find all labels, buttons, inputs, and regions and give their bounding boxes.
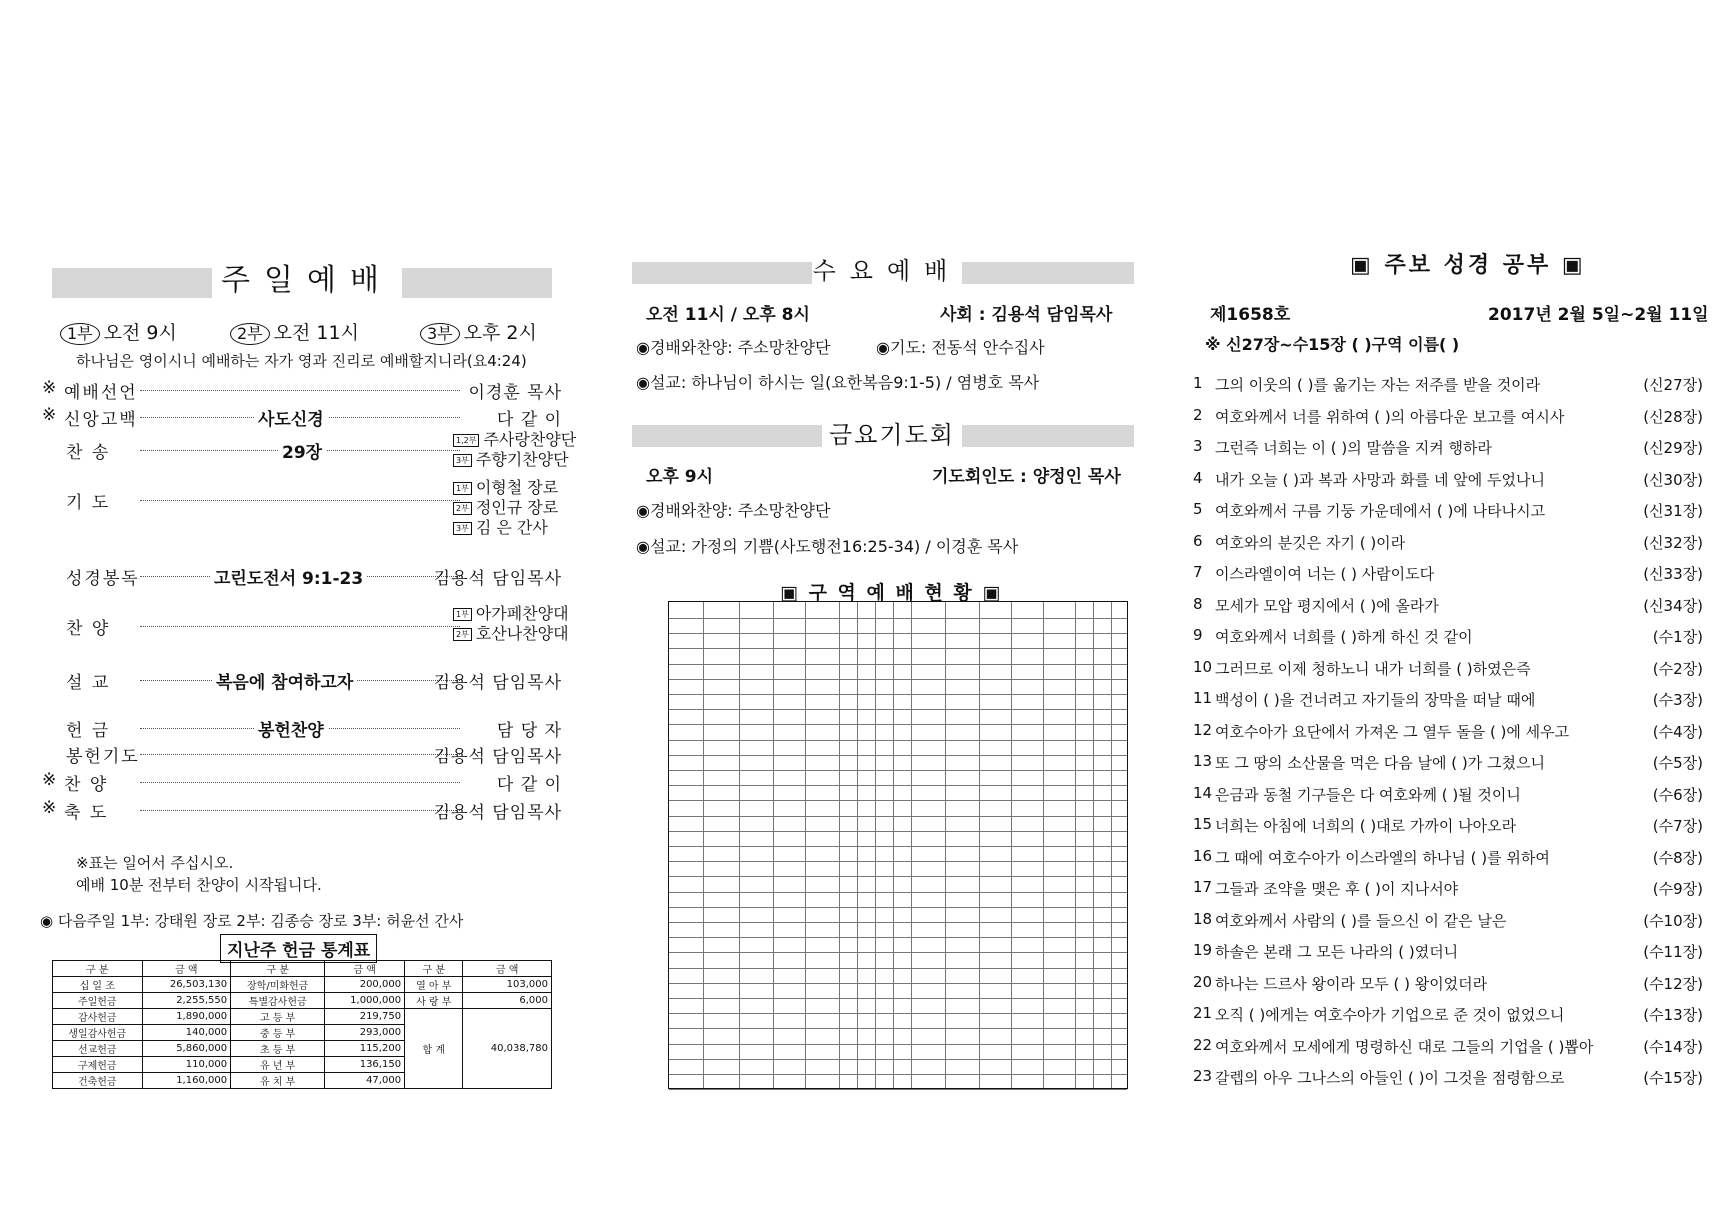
order-label: 예배선언 xyxy=(64,383,138,403)
header-cell: 구 분 xyxy=(231,961,325,977)
question-text: 은금과 동철 기구들은 다 여호와께 ( )될 것이니 xyxy=(1215,785,1521,804)
badge: 1,2부 xyxy=(453,434,479,447)
order-leader: 김용석 담임목사 xyxy=(433,569,562,589)
table-cell: 26,503,130 xyxy=(142,977,231,993)
group-status-table xyxy=(668,601,1128,1089)
service-times xyxy=(60,318,177,345)
order-leader: 이경훈 목사 xyxy=(468,383,562,403)
order-row xyxy=(40,716,570,741)
question-row xyxy=(1193,1036,1703,1060)
question-ref: (수7장) xyxy=(1652,817,1703,835)
grid-line xyxy=(669,922,1127,923)
grid-line xyxy=(1075,602,1076,1088)
dot-leader xyxy=(140,754,460,755)
issue-date: 2017년 2월 5일~2월 11일 xyxy=(1488,305,1709,325)
question-text: 여호와께서 너를 위하여 ( )의 아름다운 보고를 여시사 xyxy=(1215,407,1565,426)
friday-title: 금요기도회 xyxy=(822,420,962,450)
header-cell: 금 액 xyxy=(325,961,405,977)
praise-choirs xyxy=(453,604,569,644)
table-cell: 6,000 xyxy=(463,993,552,1009)
service3-badge: 3부 xyxy=(420,323,460,345)
grid-line xyxy=(669,664,1127,665)
order-row xyxy=(40,564,570,589)
table-cell: 유 년 부 xyxy=(231,1057,325,1073)
question-row xyxy=(1193,406,1703,430)
order-label: 찬 송 xyxy=(66,443,111,463)
offering-table xyxy=(52,960,552,1089)
grid-line xyxy=(1011,602,1012,1088)
question-ref: (수13장) xyxy=(1643,1006,1703,1024)
question-number: 17 xyxy=(1193,878,1213,896)
question-number: 15 xyxy=(1193,815,1213,833)
grid-line xyxy=(911,602,912,1088)
stand-mark: ※ xyxy=(42,798,57,818)
order-label: 찬 양 xyxy=(66,619,111,639)
question-ref: (수4장) xyxy=(1652,722,1703,741)
order-row xyxy=(40,770,570,795)
question-text: 하나는 드르사 왕이라 모두 ( ) 왕이었더라 xyxy=(1215,974,1488,993)
question-row xyxy=(1193,469,1703,493)
hymn-choirs xyxy=(453,430,576,470)
grid-line xyxy=(669,648,1127,649)
table-row xyxy=(53,993,552,1009)
question-row xyxy=(1193,721,1703,745)
question-number: 20 xyxy=(1193,972,1213,991)
study-range: ※ 신27장~수15장 ( )구역 이름( ) xyxy=(1205,335,1460,354)
question-row xyxy=(1193,658,1703,682)
table-cell: 유 치 부 xyxy=(231,1073,325,1089)
question-text: 그의 이웃의 ( )를 옮기는 자는 저주를 받을 것이라 xyxy=(1215,376,1541,394)
order-item: 복음에 참여하고자 xyxy=(212,668,357,693)
question-number: 8 xyxy=(1193,594,1203,613)
question-number: 18 xyxy=(1193,909,1213,928)
question-ref: (수1장) xyxy=(1652,628,1703,646)
grid-line xyxy=(669,709,1127,710)
service1-time: 오전 9시 xyxy=(103,322,177,344)
question-text: 너희는 아침에 너희의 ( )대로 가까이 나아오라 xyxy=(1215,817,1517,835)
question-text: 모세가 모압 평지에서 ( )에 올라가 xyxy=(1215,596,1439,615)
table-cell: 103,000 xyxy=(463,977,552,993)
question-text: 오직 ( )에게는 여호수아가 기업으로 준 것이 없었으니 xyxy=(1215,1006,1565,1024)
order-row xyxy=(40,378,570,403)
table-cell: 136,150 xyxy=(325,1057,405,1073)
question-number: 23 xyxy=(1193,1067,1213,1085)
grid-line xyxy=(805,602,806,1088)
question-row xyxy=(1193,973,1703,997)
question-number: 13 xyxy=(1193,752,1213,770)
choir-name: 주사랑찬양단 xyxy=(483,430,577,449)
grid-line xyxy=(669,907,1127,908)
grid-line xyxy=(669,1013,1127,1014)
order-label: 헌 금 xyxy=(66,721,111,741)
grid-line xyxy=(669,785,1127,786)
wednesday-leader: 사회 : 김용석 담임목사 xyxy=(940,305,1113,325)
grid-line xyxy=(893,602,894,1088)
question-row xyxy=(1193,532,1703,556)
grid-line xyxy=(669,983,1127,984)
question-row xyxy=(1193,847,1703,871)
grid-line xyxy=(669,740,1127,741)
offering-title: 지난주 헌금 통계표 xyxy=(220,934,377,963)
order-leader: 김용석 담임목사 xyxy=(433,803,562,823)
dot-leader xyxy=(140,500,460,501)
choir-name: 호산나찬양대 xyxy=(475,624,569,643)
order-row xyxy=(40,405,570,430)
question-ref: (수11장) xyxy=(1643,943,1703,961)
question-row xyxy=(1193,437,1703,461)
question-ref: (수2장) xyxy=(1652,659,1703,678)
grid-line xyxy=(839,602,840,1088)
table-cell: 140,000 xyxy=(142,1025,231,1041)
friday-leader: 기도회인도 : 양정인 목사 xyxy=(932,467,1121,487)
question-ref: (수3장) xyxy=(1652,691,1703,709)
order-leader: 김용석 담임목사 xyxy=(433,747,562,767)
sunday-title: 주일예배 xyxy=(212,263,402,299)
table-cell: 구제헌금 xyxy=(53,1057,143,1073)
table-cell: 293,000 xyxy=(325,1025,405,1041)
question-text: 그러므로 이제 청하노니 내가 너희를 ( )하였은즉 xyxy=(1215,659,1531,678)
grid-line xyxy=(669,1089,1127,1090)
order-leader: 다 같 이 xyxy=(496,775,562,795)
grid-line xyxy=(669,770,1127,771)
question-number: 11 xyxy=(1193,689,1213,707)
question-number: 7 xyxy=(1193,563,1203,581)
question-number: 1 xyxy=(1193,374,1203,392)
question-text: 여호와께서 구름 기둥 가운데에서 ( )에 나타나시고 xyxy=(1215,502,1546,520)
order-label: 성경봉독 xyxy=(66,569,140,589)
question-ref: (신27장) xyxy=(1643,376,1703,394)
order-leader: 김용석 담임목사 xyxy=(433,673,562,693)
question-number: 3 xyxy=(1193,437,1203,455)
table-cell: 중 등 부 xyxy=(231,1025,325,1041)
badge: 3부 xyxy=(453,454,472,467)
table-cell: 고 등 부 xyxy=(231,1009,325,1025)
order-label: 설 교 xyxy=(66,673,111,693)
friday-sermon: ◉설교: 가정의 기쁨(사도행전16:25-34) / 이경훈 목사 xyxy=(636,537,1019,556)
question-ref: (신33장) xyxy=(1643,565,1703,583)
service3-time: 오후 2시 xyxy=(463,322,537,344)
table-cell: 1,160,000 xyxy=(142,1073,231,1089)
grid-line xyxy=(669,755,1127,756)
question-row xyxy=(1193,500,1703,524)
prayer-name: 정인규 장로 xyxy=(475,498,559,517)
next-week: ◉ 다음주일 1부: 강태원 장로 2부: 김종승 장로 3부: 허윤선 간사 xyxy=(40,912,464,930)
badge: 1부 xyxy=(453,482,472,495)
question-number: 4 xyxy=(1193,468,1203,487)
wednesday-prayer: ◉기도: 전동석 안수집사 xyxy=(876,338,1045,357)
order-item: 봉헌찬양 xyxy=(254,716,328,741)
choir-name: 아가페찬양대 xyxy=(475,604,569,623)
grid-line xyxy=(773,602,774,1088)
service3 xyxy=(420,318,537,345)
prayer-name: 이형철 장로 xyxy=(475,478,559,497)
grid-line xyxy=(669,694,1127,695)
table-cell: 십 일 조 xyxy=(53,977,143,993)
order-label: 찬 양 xyxy=(64,775,109,795)
dot-leader xyxy=(140,626,460,627)
table-cell: 초 등 부 xyxy=(231,1041,325,1057)
wednesday-time: 오전 11시 / 오후 8시 xyxy=(646,305,810,325)
table-cell: 장학/미화헌금 xyxy=(231,977,325,993)
question-number: 14 xyxy=(1193,783,1213,802)
table-cell: 사 랑 부 xyxy=(405,993,463,1009)
question-ref: (신30장) xyxy=(1643,470,1703,489)
grid-line xyxy=(669,937,1127,938)
grid-line xyxy=(669,724,1127,725)
header-cell: 금 액 xyxy=(142,961,231,977)
table-cell: 특별감사헌금 xyxy=(231,993,325,1009)
badge: 1부 xyxy=(453,608,472,621)
prayers xyxy=(453,478,558,538)
question-row xyxy=(1193,595,1703,619)
grid-line xyxy=(669,1059,1127,1060)
order-leader: 다 같 이 xyxy=(496,410,562,430)
question-row xyxy=(1193,626,1703,650)
question-number: 19 xyxy=(1193,941,1213,959)
grid-line xyxy=(669,1044,1127,1045)
question-row xyxy=(1193,910,1703,934)
total-label: 합 계 xyxy=(405,1009,463,1089)
grid-line xyxy=(669,800,1127,801)
note-stand: ※표는 일어서 주십시오. xyxy=(76,854,234,872)
total-value: 40,038,780 xyxy=(463,1009,552,1089)
table-cell: 219,750 xyxy=(325,1009,405,1025)
wednesday-worship: ◉경배와찬양: 주소망찬양단 xyxy=(636,338,831,357)
grid-line xyxy=(669,892,1127,893)
table-cell: 생일감사헌금 xyxy=(53,1025,143,1041)
table-cell: 건축헌금 xyxy=(53,1073,143,1089)
grid-line xyxy=(739,602,740,1088)
grid-line xyxy=(669,679,1127,680)
bible-study-title: ▣ 주보 성경 공부 ▣ xyxy=(1350,253,1586,278)
table-cell: 1,000,000 xyxy=(325,993,405,1009)
dot-leader xyxy=(140,810,460,811)
grid-line xyxy=(875,602,876,1088)
note-praise: 예배 10분 전부터 찬양이 시작됩니다. xyxy=(76,876,322,894)
badge: 2부 xyxy=(453,628,472,641)
question-ref: (수6장) xyxy=(1652,785,1703,804)
question-row xyxy=(1193,815,1703,839)
grid-line xyxy=(857,602,858,1088)
question-text: 그 때에 여호수아가 이스라엘의 하나님 ( )를 위하여 xyxy=(1215,848,1550,867)
verse: 하나님은 영이시니 예배하는 자가 영과 진리로 예배할지니라(요4:24) xyxy=(76,352,527,370)
table-cell: 1,890,000 xyxy=(142,1009,231,1025)
question-text: 갈렙의 아우 그나스의 아들인 ( )이 그것을 점령함으로 xyxy=(1215,1069,1565,1087)
table-cell: 선교헌금 xyxy=(53,1041,143,1057)
question-text: 이스라엘이여 너는 ( ) 사람이도다 xyxy=(1215,565,1435,583)
question-text: 여호와의 분깃은 자기 ( )이라 xyxy=(1215,533,1406,552)
question-row xyxy=(1193,689,1703,713)
grid-line xyxy=(669,1028,1127,1029)
question-ref: (수15장) xyxy=(1643,1069,1703,1087)
dot-leader xyxy=(140,782,460,783)
badge: 3부 xyxy=(453,522,472,535)
question-row xyxy=(1193,784,1703,808)
order-label: 기 도 xyxy=(66,493,111,513)
grid-line xyxy=(669,816,1127,817)
friday-time: 오후 9시 xyxy=(646,467,714,487)
grid-line xyxy=(1093,602,1094,1088)
table-cell: 47,000 xyxy=(325,1073,405,1089)
wednesday-title: 수요예배 xyxy=(812,257,962,285)
grid-line xyxy=(669,831,1127,832)
grid-line xyxy=(669,618,1127,619)
table-cell: 115,200 xyxy=(325,1041,405,1057)
question-ref: (수8장) xyxy=(1652,848,1703,867)
dot-leader xyxy=(140,390,460,391)
table-row xyxy=(53,1009,552,1025)
question-number: 21 xyxy=(1193,1004,1213,1022)
grid-line xyxy=(979,602,980,1088)
friday-worship: ◉경배와찬양: 주소망찬양단 xyxy=(636,501,831,520)
question-number: 12 xyxy=(1193,720,1213,739)
question-text: 또 그 땅의 소산물을 먹은 다음 날에 ( )가 그쳤으니 xyxy=(1215,754,1545,772)
question-row xyxy=(1193,878,1703,902)
question-text: 내가 오늘 ( )과 복과 사망과 화를 네 앞에 두었나니 xyxy=(1215,470,1545,489)
order-leader: 담 당 자 xyxy=(496,721,562,741)
grid-line xyxy=(703,602,704,1088)
question-number: 9 xyxy=(1193,626,1203,644)
question-text: 하솔은 본래 그 모든 나라의 ( )였더니 xyxy=(1215,943,1459,961)
group-status-title: ▣ 구 역 예 배 현 황 ▣ xyxy=(780,582,1003,604)
stand-mark: ※ xyxy=(42,770,57,790)
question-ref: (신32장) xyxy=(1643,533,1703,552)
question-row xyxy=(1193,941,1703,965)
question-number: 22 xyxy=(1193,1035,1213,1054)
header-cell: 금 액 xyxy=(463,961,552,977)
order-item: 29장 xyxy=(278,438,326,463)
wednesday-sermon: ◉설교: 하나님이 하시는 일(요한복음9:1-5) / 염병호 목사 xyxy=(636,373,1040,392)
question-ref: (수9장) xyxy=(1652,880,1703,898)
header-cell: 구 분 xyxy=(53,961,143,977)
service2-time: 오전 11시 xyxy=(273,322,359,344)
question-row xyxy=(1193,752,1703,776)
table-cell: 200,000 xyxy=(325,977,405,993)
table-row xyxy=(53,977,552,993)
table-cell: 감사헌금 xyxy=(53,1009,143,1025)
grid-line xyxy=(945,602,946,1088)
grid-line xyxy=(669,998,1127,999)
question-number: 16 xyxy=(1193,846,1213,865)
question-ref: (신34장) xyxy=(1643,596,1703,615)
question-number: 6 xyxy=(1193,531,1203,550)
grid-line xyxy=(669,1074,1127,1075)
order-item: 고린도전서 9:1-23 xyxy=(210,564,367,589)
grid-line xyxy=(669,952,1127,953)
table-cell: 5,860,000 xyxy=(142,1041,231,1057)
question-text: 그들과 조약을 맺은 후 ( )이 지나서야 xyxy=(1215,880,1459,898)
question-text: 그런즉 너희는 이 ( )의 말씀을 지켜 행하라 xyxy=(1215,439,1492,457)
question-text: 여호와께서 사람의 ( )를 들으신 이 같은 날은 xyxy=(1215,911,1507,930)
table-cell: 110,000 xyxy=(142,1057,231,1073)
badge: 2부 xyxy=(453,502,472,515)
issue-number: 제1658호 xyxy=(1210,305,1291,325)
question-ref: (수12장) xyxy=(1643,974,1703,993)
order-label: 축 도 xyxy=(64,803,109,823)
question-number: 10 xyxy=(1193,657,1213,676)
grid-line xyxy=(669,876,1127,877)
question-ref: (수5장) xyxy=(1652,754,1703,772)
table-cell: 2,255,550 xyxy=(142,993,231,1009)
table-cell: 열 아 부 xyxy=(405,977,463,993)
question-ref: (신29장) xyxy=(1643,439,1703,457)
stand-mark: ※ xyxy=(42,405,57,425)
grid-line xyxy=(1111,602,1112,1088)
order-label: 봉헌기도 xyxy=(66,747,140,767)
question-text: 여호와께서 너희를 ( )하게 하신 것 같이 xyxy=(1215,628,1473,646)
question-row xyxy=(1193,563,1703,587)
table-cell: 주일헌금 xyxy=(53,993,143,1009)
question-text: 백성이 ( )을 건너려고 자기들의 장막을 떠날 때에 xyxy=(1215,691,1536,709)
service1-badge: 1부 xyxy=(60,323,100,345)
grid-line xyxy=(669,633,1127,634)
order-row xyxy=(40,668,570,693)
question-row xyxy=(1193,1067,1703,1091)
grid-line xyxy=(1043,602,1044,1088)
header-cell: 구 분 xyxy=(405,961,463,977)
choir-name: 주향기찬양단 xyxy=(475,450,569,469)
order-label: 신앙고백 xyxy=(64,410,138,430)
question-text: 여호와께서 모세에게 명령하신 대로 그들의 기업을 ( )뽑아 xyxy=(1215,1037,1594,1056)
question-row xyxy=(1193,1004,1703,1028)
question-ref: (신28장) xyxy=(1643,407,1703,426)
table-header xyxy=(53,961,552,977)
order-row xyxy=(40,742,570,767)
order-item: 사도신경 xyxy=(254,405,328,430)
prayer-name: 김 은 간사 xyxy=(475,518,548,537)
question-number: 2 xyxy=(1193,405,1203,424)
question-ref: (수10장) xyxy=(1643,911,1703,930)
grid-line xyxy=(669,861,1127,862)
grid-line xyxy=(669,968,1127,969)
question-number: 5 xyxy=(1193,500,1203,518)
question-ref: (수14장) xyxy=(1643,1037,1703,1056)
service2 xyxy=(230,318,359,345)
stand-mark: ※ xyxy=(42,378,57,398)
service2-badge: 2부 xyxy=(230,323,270,345)
question-text: 여호수아가 요단에서 가져온 그 열두 돌을 ( )에 세우고 xyxy=(1215,722,1570,741)
grid-line xyxy=(669,846,1127,847)
question-row xyxy=(1193,374,1703,398)
question-ref: (신31장) xyxy=(1643,502,1703,520)
order-row xyxy=(40,798,570,823)
